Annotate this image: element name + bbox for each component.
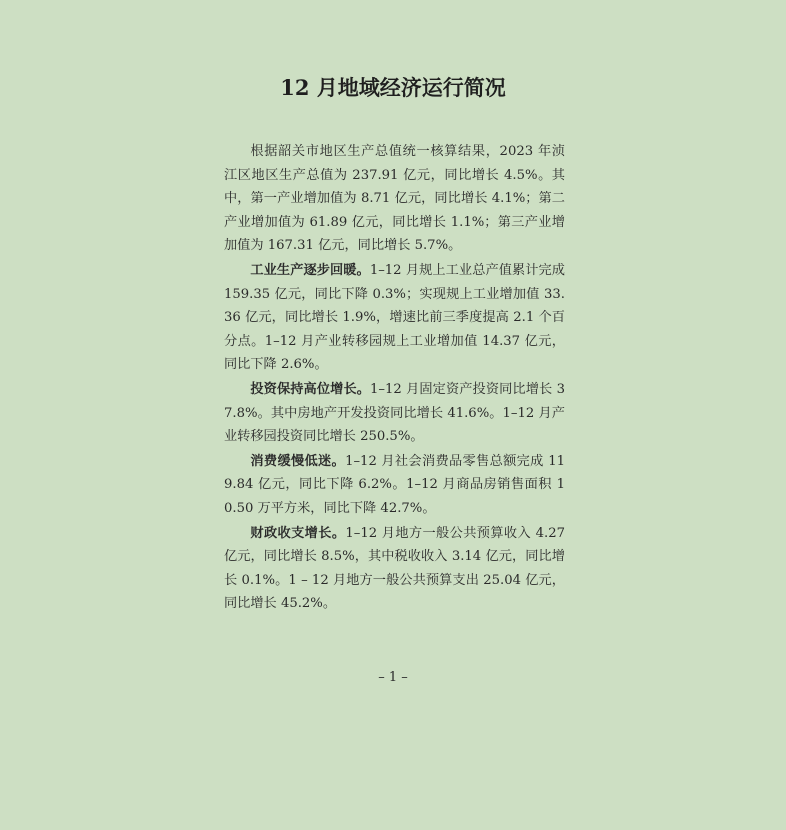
page-number: – 1 – <box>378 670 408 685</box>
paragraph-industry <box>224 259 565 377</box>
paragraph-lead: 投资保持高位增长。 <box>250 381 371 397</box>
paragraph-text: 根据韶关市地区生产总值统一核算结果，2023 年浈江区地区生产总值为 237.91 亿元，同比增长 4.5%。其中，第一产业增加值为 8.71 亿元，同比增长 4.1%；第二产业增加值为 61.89 亿元，同比增长 1.1%；第三产业增加值为 167.31 亿元，同比增长 5.7%。 <box>224 144 565 254</box>
paragraph-lead: 财政收支增长。 <box>250 525 346 541</box>
paragraph-investment <box>224 378 565 449</box>
paragraph-text: 1–12 月规上工业总产值累计完成 159.35 亿元，同比下降 0.3%；实现规上工业增加值 33.36 亿元，同比增长 1.9%，增速比前三季度提高 2.1 个百分点。1–12 月产业转移园规上工业增加值 14.37 亿元，同比下降 2.6%。 <box>224 262 565 373</box>
page-title: 12 月地域经济运行简况 <box>280 75 506 100</box>
paragraph-consumption <box>224 450 565 521</box>
paragraph-lead: 工业生产逐步回暖。 <box>250 262 370 278</box>
paragraph-finance <box>224 522 565 616</box>
paragraph-gdp-summary <box>224 140 565 258</box>
paragraph-text: 1–12 月社会消费品零售总额完成 119.84 亿元，同比下降 6.2%。1–12 月商品房销售面积 10.50 万平方米，同比下降 42.7%。 <box>224 453 565 516</box>
document-body <box>224 140 565 617</box>
paragraph-text: 1–12 月地方一般公共预算收入 4.27 亿元，同比增长 8.5%，其中税收收入 3.14 亿元，同比增长 0.1%。1 – 12 月地方一般公共预算支出 25.04 亿元，同比增长 45.2%。 <box>224 525 565 612</box>
paragraph-lead: 消费缓慢低迷。 <box>250 453 346 469</box>
paragraph-text: 1–12 月固定资产投资同比增长 37.8%。其中房地产开发投资同比增长 41.6%。1–12 月产业转移园投资同比增长 250.5%。 <box>224 381 565 445</box>
